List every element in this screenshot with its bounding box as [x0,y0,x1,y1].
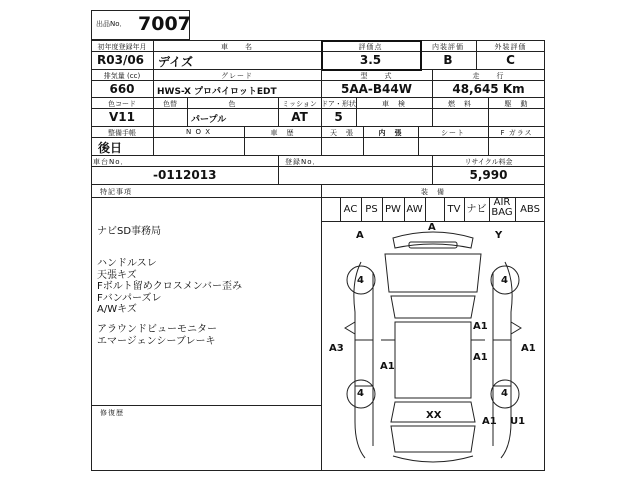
header-model: 型 式 [360,72,393,80]
maintenance-book-value: 後日 [98,141,123,155]
damage-mark-front-right: Y [495,230,503,241]
header-grade: グレード [221,72,253,80]
equip-pw: PW [385,204,401,215]
color-value: パープル [191,115,227,125]
grade-value: HWS-X プロパイロットEDT [157,87,277,97]
interior-grade-value: B [443,53,453,67]
right-mirror-icon [511,322,521,334]
header-inspection: 車 検 [382,100,406,108]
score-value: 3.5 [359,53,382,67]
defect-item: Fボルト留めクロスメンバー歪み [97,281,243,292]
left-mirror-icon [345,322,355,334]
option-item: エマージェンシーブレーキ [97,335,216,347]
tailgate-outline [391,426,475,452]
damage-mark-tailgate: XX [426,410,442,421]
header-drive: 駆 動 [504,100,529,108]
damage-mark-rear-right: A1 [482,416,497,427]
option-list [97,324,217,347]
header-door-shape: ドア・形状 [321,100,356,108]
door-value: 5 [334,110,343,124]
rear-bumper-outline [393,456,473,462]
header-car-name: 車 名 [221,43,253,51]
left-side-outline [354,262,365,458]
header-maintenance-book: 整備手帳 [108,129,136,137]
damage-mark-left-side: A3 [329,343,344,354]
header-registration-number: 登録No． [285,158,321,166]
header-chassis-number: 車台No． [93,158,129,166]
note-navi-sd: ナビSD事務局 [97,226,162,237]
transmission-value: AT [291,110,308,124]
header-color-code: 色コード [108,100,136,108]
header-equipment: 装 備 [421,188,445,196]
header-fuel: 燃 料 [448,100,472,108]
equip-tv: TV [447,204,461,215]
header-recycle-fee: リサイクル料金 [464,158,513,166]
equipment-row [321,197,545,221]
defect-item: ハンドルスレ [97,258,157,269]
header-color: 色 [228,100,237,108]
recycle-fee-value: 5,990 [469,168,508,182]
lot-number: 7007 [138,13,191,35]
header-first-registration: 初年度登録年月 [97,43,147,51]
header-history: 車 歴 [270,129,295,137]
header-score: 評価点 [358,43,383,51]
displacement-value: 660 [109,82,135,96]
header-seat: シート [441,129,465,137]
header-interior-trim: 内 張 [378,129,403,137]
first-registration-value: R03/06 [97,53,145,67]
windshield-outline [391,296,475,318]
lot-box [91,10,190,40]
header-transmission: ミッション [282,100,317,108]
model-value: 5AA-B44W [341,82,412,96]
equip-airbag: AIR BAG [491,197,513,218]
defect-list [97,258,242,316]
damage-mark-front-left-wheel: 4 [357,275,364,286]
car-damage-diagram [321,222,545,470]
right-side-outline [501,262,512,458]
front-bumper-outline [393,232,473,248]
damage-mark-rear-right-corner: U1 [510,416,526,427]
damage-mark-front-left: A [356,230,364,241]
header-color-change: 色替 [163,100,177,108]
defect-item: 天張キズ [97,269,137,281]
exterior-grade-value: C [506,53,515,67]
mileage-value: 48,645 Km [452,82,525,96]
header-exterior-grade: 外装評価 [494,43,527,51]
defect-item: A/Wキズ [97,304,137,315]
header-mileage: 走 行 [472,72,505,80]
car-name-value: デイズ [158,55,194,69]
defect-item: Fバンパーズレ [97,292,162,304]
damage-mark-left-rear-quarter: A1 [380,361,395,372]
chassis-number-value: -0112013 [153,168,217,182]
damage-mark-rear-left-wheel: 4 [357,388,364,399]
equip-aw: AW [406,204,423,215]
damage-mark-right-front-door: A1 [473,321,488,332]
damage-mark-right-side: A1 [521,343,536,354]
damage-mark-right-rear-door: A1 [473,352,488,363]
hood-outline [385,254,481,292]
header-displacement: 排気量 (cc) [103,72,141,80]
equip-navi: ナビ [466,204,487,215]
damage-mark-front-right-wheel: 4 [501,275,508,286]
equip-abs: ABS [520,204,540,215]
damage-mark-rear-right-wheel: 4 [501,388,508,399]
header-front-glass: F ガラス [500,129,533,137]
equip-ps: PS [365,204,378,215]
header-repair-history: 修復歴 [100,409,124,417]
roof-outline [395,322,471,398]
header-nox: N O X [186,128,211,136]
color-code-value: V11 [109,110,135,124]
header-interior-grade: 内装評価 [432,43,464,51]
option-item: アラウンドビューモニター [97,324,217,335]
header-special-notes: 特記事項 [100,188,132,196]
header-headliner: 天 張 [330,129,354,137]
damage-mark-front-bumper: A [428,222,436,233]
lot-label: 出品No． [96,20,127,28]
equip-ac: AC [343,204,358,215]
